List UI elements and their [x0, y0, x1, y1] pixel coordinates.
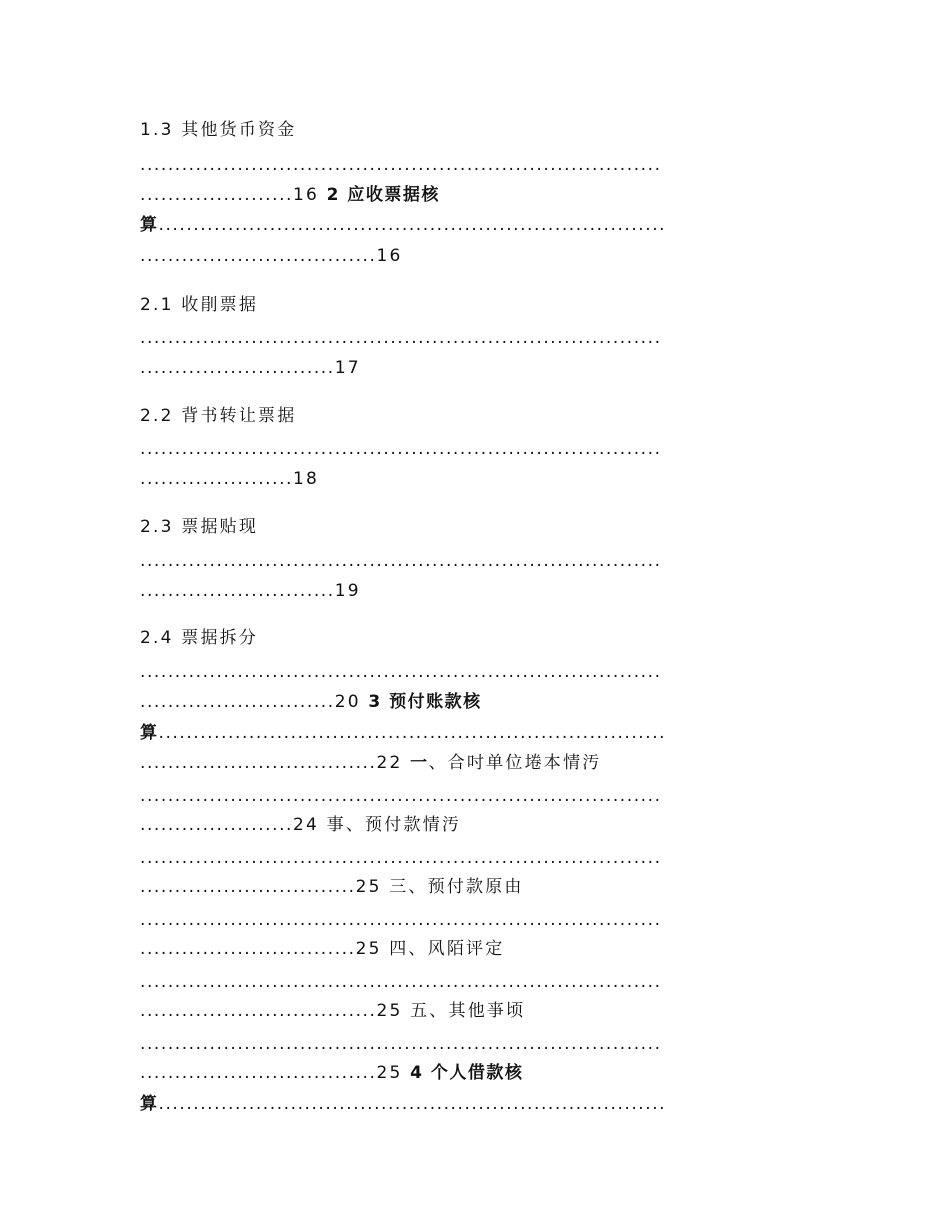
toc-leader-dots: ...........................................................................: [140, 439, 662, 459]
toc-subsection-5[interactable]: 五、其他亊顷: [410, 1001, 526, 1021]
toc-heading-4-tail[interactable]: 算: [140, 1094, 159, 1114]
toc-entry-2-4[interactable]: [140, 627, 810, 649]
toc-page-number[interactable]: 19: [334, 581, 361, 601]
toc-entry-line: [140, 1093, 810, 1115]
toc-entry-line: [140, 1000, 810, 1022]
toc-leader-dots: ............................: [140, 692, 335, 712]
toc-leader-dots: ...........................................................................: [140, 910, 662, 930]
toc-leader-dots: ...........................................................................: [140, 328, 662, 348]
toc-leader-dots: ......................: [140, 469, 293, 489]
toc-entry-line: [140, 691, 810, 713]
toc-leader-dots: ...........................................................................: [140, 155, 662, 175]
toc-subsection-2[interactable]: 事、预付款情汚: [326, 815, 462, 835]
toc-page-number[interactable]: 25: [376, 1001, 403, 1021]
toc-leader-dots: ...............................: [140, 877, 356, 897]
toc-heading-2-tail[interactable]: 算: [140, 215, 159, 235]
toc-page-number[interactable]: 25: [355, 939, 382, 959]
toc-leader-dots: .........................................................................: [158, 215, 667, 235]
toc-entry-line: [140, 468, 810, 490]
toc-leader-dots: ............................: [140, 581, 335, 601]
toc-entry-title: 2.3 票据贴现: [140, 517, 259, 537]
toc-leader-dots: ...............................: [140, 939, 356, 959]
toc-leader-dots: .........................................................................: [158, 723, 667, 743]
toc-subsection-1[interactable]: 、合吋单位埢本情汚: [428, 753, 602, 773]
toc-leader-dots: ...........................................................................: [140, 662, 662, 682]
toc-entry-line: [140, 1062, 810, 1084]
toc-entry-2-3[interactable]: [140, 516, 810, 538]
toc-entry-title: 2.1 收剈票据: [140, 295, 259, 315]
toc-leader-dots: ..................................: [140, 246, 377, 266]
toc-entry-title: 2.2 背书转让票据: [140, 406, 297, 426]
toc-entry-line: [140, 357, 810, 379]
toc-entry-1-3[interactable]: [140, 119, 810, 141]
toc-subsection-4[interactable]: 四、风陌评定: [389, 939, 505, 959]
toc-entry-line: [140, 184, 810, 206]
toc-leader-dots: ..................................: [140, 1001, 377, 1021]
toc-entry-title: 1.3 其他货币资金: [140, 120, 297, 140]
toc-entry-2-1[interactable]: [140, 294, 810, 316]
toc-entry-line: [140, 876, 810, 898]
toc-entry-line: [140, 245, 810, 267]
toc-page-number[interactable]: 24: [292, 815, 320, 835]
toc-subsection-3[interactable]: 三、预付款原由: [389, 877, 524, 897]
toc-entry-title: 2.4 票据拆分: [140, 628, 259, 648]
toc-entry-line: [140, 722, 810, 744]
toc-leader-dots: ......................: [140, 185, 293, 205]
toc-leader-dots: ...........................................................................: [140, 1034, 662, 1054]
toc-leader-dots: ..................................: [140, 1063, 377, 1083]
toc-page-number[interactable]: 20: [334, 692, 361, 712]
toc-page-number[interactable]: 16: [292, 185, 320, 205]
toc-page-number[interactable]: 22: [376, 753, 403, 773]
toc-heading-2[interactable]: 2 应收票据核: [326, 185, 440, 205]
toc-page-number[interactable]: 18: [292, 469, 320, 489]
toc-leader-dots: ..................................: [140, 753, 377, 773]
toc-heading-3[interactable]: 3 预付账款核: [368, 692, 482, 712]
toc-entry-line: [140, 814, 810, 836]
toc-page-number[interactable]: 17: [334, 358, 361, 378]
toc-leader-dots: ...........................................................................: [140, 551, 662, 571]
toc-leader-dots: ............................: [140, 358, 335, 378]
toc-page-number[interactable]: 25: [376, 1063, 403, 1083]
toc-entry-line: [140, 752, 810, 774]
toc-entry-line: [140, 580, 810, 602]
toc-leader-dots: ......................: [140, 815, 293, 835]
toc-entry-line: [140, 938, 810, 960]
toc-leader-dots: ...........................................................................: [140, 848, 662, 868]
toc-entry-2-2[interactable]: [140, 405, 810, 427]
toc-heading-4[interactable]: 4 个人借款核: [410, 1063, 524, 1083]
toc-leader-dots: ...........................................................................: [140, 972, 662, 992]
toc-leader-dots: ...........................................................................: [140, 786, 662, 806]
toc-entry-line: [140, 214, 810, 236]
toc-page-number[interactable]: 16: [376, 246, 403, 266]
toc-page-number[interactable]: 25: [355, 877, 382, 897]
toc-leader-dots: .........................................................................: [158, 1094, 667, 1114]
toc-heading-3-tail[interactable]: 算: [140, 723, 159, 743]
toc-subsection-1-mark[interactable]: 一: [410, 753, 429, 773]
